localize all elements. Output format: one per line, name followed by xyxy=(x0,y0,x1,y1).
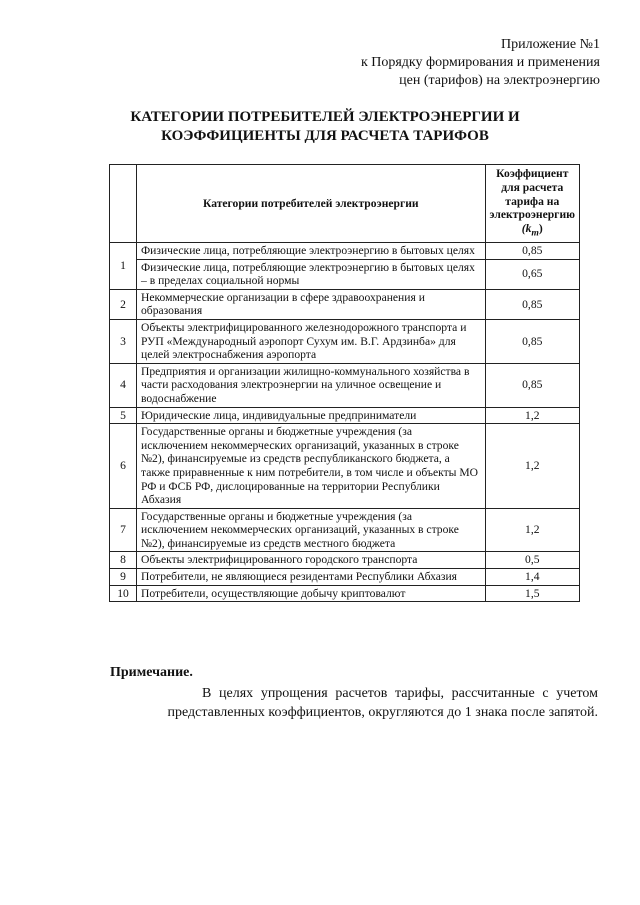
row-coefficient: 1,2 xyxy=(485,407,579,424)
categories-table xyxy=(109,164,580,602)
coef-symbol-close: ) xyxy=(538,221,543,235)
table-row xyxy=(110,569,580,586)
row-coefficient: 1,2 xyxy=(485,424,579,509)
title-line-1: КАТЕГОРИИ ПОТРЕБИТЕЛЕЙ ЭЛЕКТРОЭНЕРГИИ И xyxy=(130,109,520,125)
row-category: Государственные органы и бюджетные учреждения (за исключением некоммерческих организаций, указанных в строке №2), финансируемые из средств республиканского бюджета, а также приравненные к ним потребители, в том числе и объекты МО РФ и ФСБ РФ, дислоцированные на территории Республики Абхазия xyxy=(137,424,486,509)
row-num: 8 xyxy=(110,552,137,569)
row-num: 2 xyxy=(110,289,137,319)
row-coefficient: 1,5 xyxy=(485,585,579,602)
row-category: Предприятия и организации жилищно-коммунального хозяйства в части расходования электроэнергии на уличное освещение и водоснабжение xyxy=(137,363,486,407)
note-text: В целях упрощения расчетов тарифы, рассчитанные с учетом представленных коэффициентов, округляются до 1 знака после запятой. xyxy=(167,686,598,720)
appendix-line-2: к Порядку формирования и применения xyxy=(360,55,600,70)
row-category: Потребители, не являющиеся резидентами Республики Абхазия xyxy=(137,569,486,586)
table-row xyxy=(110,259,580,289)
row-coefficient: 0,85 xyxy=(485,243,579,260)
table-row xyxy=(110,508,580,552)
row-category: Юридические лица, индивидуальные предприниматели xyxy=(137,407,486,424)
row-num: 7 xyxy=(110,508,137,552)
row-num: 5 xyxy=(110,407,137,424)
header-num xyxy=(110,165,137,243)
row-coefficient: 0,85 xyxy=(485,289,579,319)
appendix-line-1: Приложение №1 xyxy=(501,37,600,52)
appendix-reference xyxy=(361,36,600,90)
row-category: Потребители, осуществляющие добычу криптовалют xyxy=(137,585,486,602)
header-coef-symbol xyxy=(521,221,543,239)
table-row xyxy=(110,585,580,602)
row-num: 3 xyxy=(110,319,137,363)
row-coefficient: 1,4 xyxy=(485,569,579,586)
row-num: 1 xyxy=(110,243,137,290)
row-num: 4 xyxy=(110,363,137,407)
row-category: Физические лица, потребляющие электроэнергию в бытовых целях xyxy=(137,243,486,260)
row-category: Физические лица, потребляющие электроэнергию в бытовых целях – в пределах социальной нормы xyxy=(137,259,486,289)
row-category: Некоммерческие организации в сфере здравоохранения и образования xyxy=(137,289,486,319)
row-category: Государственные органы и бюджетные учреждения (за исключением некоммерческих организаций, указанных в строке №2), финансируемые из средств местного бюджета xyxy=(137,508,486,552)
row-category: Объекты электрифицированного железнодорожного транспорта и РУП «Международный аэропорт Сухум им. В.Г. Ардзинба» для целей электроснабжения аэропорта xyxy=(137,319,486,363)
row-coefficient: 0,85 xyxy=(485,363,579,407)
row-coefficient: 0,65 xyxy=(485,259,579,289)
table-row xyxy=(110,552,580,569)
table-header-row xyxy=(110,165,580,243)
row-num: 6 xyxy=(110,424,137,509)
header-category: Категории потребителей электроэнергии xyxy=(137,165,486,243)
row-coefficient: 0,85 xyxy=(485,319,579,363)
table-row xyxy=(110,319,580,363)
row-coefficient: 1,2 xyxy=(485,508,579,552)
row-num: 9 xyxy=(110,569,137,586)
row-num: 10 xyxy=(110,585,137,602)
coef-symbol-open: (k xyxy=(521,221,532,235)
header-coef-label: Коэффициент для расчета тарифа на электроэнергию xyxy=(489,167,575,222)
row-category: Объекты электрифицированного городского транспорта xyxy=(137,552,486,569)
note-heading: Примечание. xyxy=(110,665,193,680)
table-row xyxy=(110,243,580,260)
appendix-line-3: цен (тарифов) на электроэнергию xyxy=(399,73,600,88)
title-line-2: КОЭФФИЦИЕНТЫ ДЛЯ РАСЧЕТА ТАРИФОВ xyxy=(161,128,489,144)
table-row xyxy=(110,424,580,509)
table-row xyxy=(110,363,580,407)
document-title xyxy=(110,108,540,146)
coef-symbol-sub: m xyxy=(531,227,539,239)
table-row xyxy=(110,289,580,319)
header-coef xyxy=(485,165,579,243)
row-coefficient: 0,5 xyxy=(485,552,579,569)
table-row xyxy=(110,407,580,424)
